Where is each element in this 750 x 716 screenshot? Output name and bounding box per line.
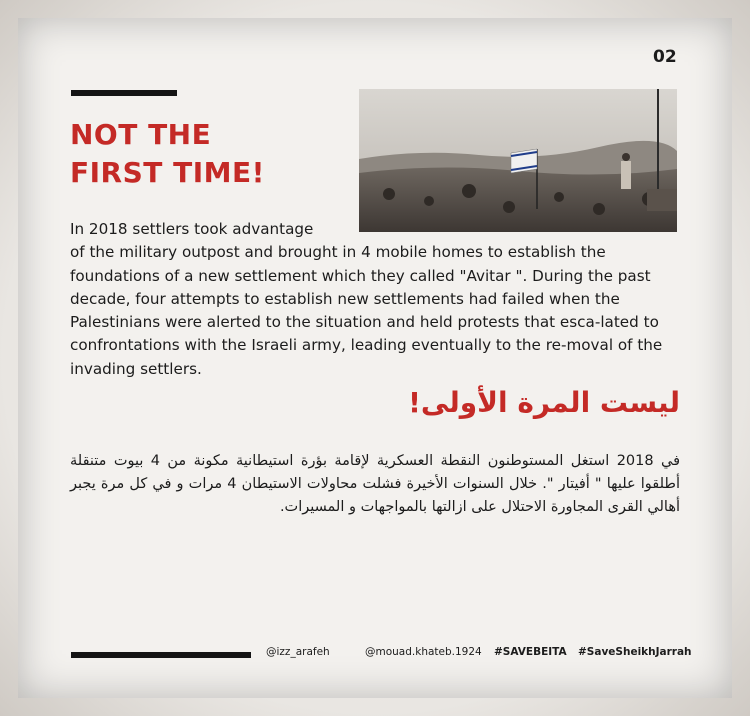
title-line-2: FIRST TIME! — [70, 156, 265, 189]
body-text-arabic: في 2018 استغل المستوطنون النقطة العسكرية لإقامة بؤرة استيطانية مكونة من 4 بيوت متنقلة أطلقوا عليها " أفيتار ". خلال السنوات الأخيرة فشلت محاولات الاستيطان 4 مرات و في كل مرة يجبر أهالي القرى المجاورة الاحتلال على ازالتها بالمواجهات و المسيرات. — [70, 453, 680, 515]
footer-hashtag-2: #SaveSheikhJarrah — [578, 646, 692, 658]
body-text-english-line-1: In 2018 settlers took advantage — [70, 220, 314, 238]
title-divider — [71, 90, 177, 96]
footer-handle-1: @izz_arafeh — [266, 646, 330, 658]
page-title-arabic: ليست المرة الأولى! — [408, 386, 680, 419]
page-title — [70, 116, 350, 192]
body-text-english-rest: of the military outpost and brought in 4 mobile homes to establish the foundations of a new settlement which they called "Avitar ". During the past decade, four attempts to establish new settlements had failed when the Palestinians were alerted to the situation and held protests that esca-lated to confrontations with the Israeli army, leading eventually to the re-moval of the invading settlers. — [70, 243, 663, 378]
footer-divider — [71, 652, 251, 658]
title-line-1: NOT THE — [70, 118, 212, 151]
hilltop-photo — [359, 89, 677, 232]
page-number: 02 — [653, 47, 677, 67]
footer-handle-2: @mouad.khateb.1924 — [365, 646, 482, 658]
footer-hashtag-1: #SAVEBEITA — [494, 646, 567, 658]
body-text-english — [70, 218, 680, 381]
